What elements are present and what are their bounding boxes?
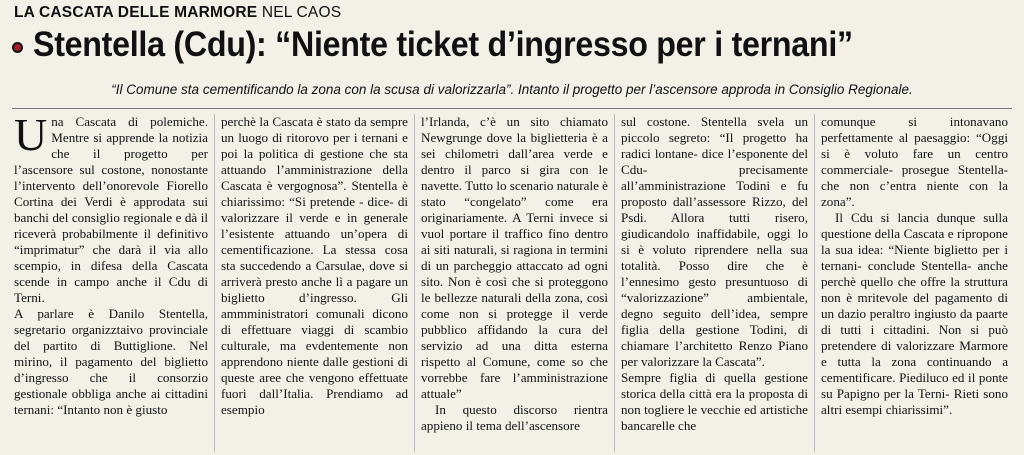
column-1 [14, 114, 214, 452]
paragraph [14, 114, 208, 306]
paragraph: In questo discorso rientra appieno il tema dell’ascensore [421, 402, 608, 433]
kicker [14, 4, 341, 22]
column-3 [414, 114, 614, 452]
column-5 [814, 114, 1014, 452]
kicker-normal: NEL CAOS [261, 4, 342, 21]
column-4 [614, 114, 814, 452]
kicker-bold: LA CASCATA DELLE MARMORE [14, 4, 258, 21]
paragraph: sul costone. Stentella svela un piccolo segreto: “Il progetto ha radici lontane- dice l’esponente del Cdu- precisamente all’amministrazione Todini e fu proposto dall’assessore Rizzo, del Psdi. Allora tutti risero, giudicandolo inaffidabile, oggi lo si è voluto riprendere nella sua totalità. Posso dire che è l’ennesimo gesto presuntuoso di “valorizzazione” ambientale, degno seguito dell’idea, sempre figlia della gestione Todini, di chiamare l’architetto Renzo Piano per valorizzare la Cascata”. [621, 114, 808, 369]
paragraph-text: na Cascata di polemiche. Mentre si apprende la notizia che il progetto per l’ascensore sul costone, nonostante l’intervento dell’onorevole Fiorello Cortina dei Verdi è approdata sui banchi del consiglio regionale e dà il riceverà probabilmente il definitivo “imprimatur” che darà il via allo scempio, in difesa della Cascata scende in campo anche il Cdu di Terni. [14, 114, 208, 305]
drop-cap: U [14, 114, 48, 160]
headline-row [12, 25, 924, 65]
paragraph: A parlare è Danilo Stentella, segretario organizztaivo provinciale del partito di Buttiglione. Nel mirino, il pagamento del biglietto d’ingresso che il consorzio gestionale obbliga anche ai cittadini ternani: “Intanto non è giusto [14, 306, 208, 417]
paragraph: perchè la Cascata è stato da sempre un luogo di ritorovo per i ternani e poi la politica di gestione che sta attuando l’amministrazione della Cascata è vergognosa”. Stentella è chiarissimo: “Si pretende - dice- di valorizzare il verde e in generale l’esistente attuando un’opera di cementificazione. La stessa cosa sta succedendo a Carsulae, dove si arriverà presto anche lì a pagare un biglietto d’ingresso. Gli ammministratori comunali dicono di effettuare viaggi di scambio culturale, ma evdentemente non apprendono niente dalle gestioni di queste aree che vengono effettuate fuori dall’Italia. Prendiamo ad esempio [221, 114, 408, 417]
paragraph: comunque si intonavano perfettamente al paesaggio: “Oggi si è voluto fare un centro commerciale- prosegue Stentella- che non c’entra niente con la zona”. [821, 114, 1008, 209]
paragraph: Il Cdu si lancia dunque sulla questione della Cascata e ripropone la sua idea: “Niente biglietto per i ternani- conclude Stentella- anche perchè quello che offre la struttura non è mritevole del pagamento di un dazio peraltro ingiusto da paarte di tutti i cittadini. Non si può pretendere di valorizzare Marmore e tutta la zona continuando a cementificare. Piediluco ed il ponte su Papigno per la Terni- Rieti sono altri esempi chiarissimi”. [821, 210, 1008, 417]
bullet-icon [12, 42, 23, 53]
column-2 [214, 114, 414, 452]
paragraph: Sempre figlia di quella gestione storica della città era la proposta di non togliere le vecchie ed artistiche bancarelle che [621, 370, 808, 433]
subhead: “Il Comune sta cementificando la zona con la scusa di valorizzarla”. Intanto il progetto per l’ascensore approda in Consiglio Regionale. [111, 82, 913, 97]
headline: Stentella (Cdu): “Niente ticket d’ingresso per i ternani” [33, 25, 853, 64]
article-body [14, 114, 1014, 452]
paragraph: l’Irlanda, c’è un sito chiamato Newgrunge dove la biglietteria è a sei chilometri dall’area verde e dentro il parco si gira con le navette. Tutto lo scenario naturale è stato “congelato” come era originariamente. A Terni invece si vuol portare il traffico fino dentro ai siti naturali, si ragiona in termini di un parcheggio attaccato ad ogni sito. Non è così che si proteggono le bellezze naturali della zona, così come non si protegge il verde pubblico affidando la cura del servizio ad una ditta esterna rispetto al Comune, come so che vorrebbe fare l’amministrazione attuale” [421, 114, 608, 401]
divider [12, 108, 1012, 109]
